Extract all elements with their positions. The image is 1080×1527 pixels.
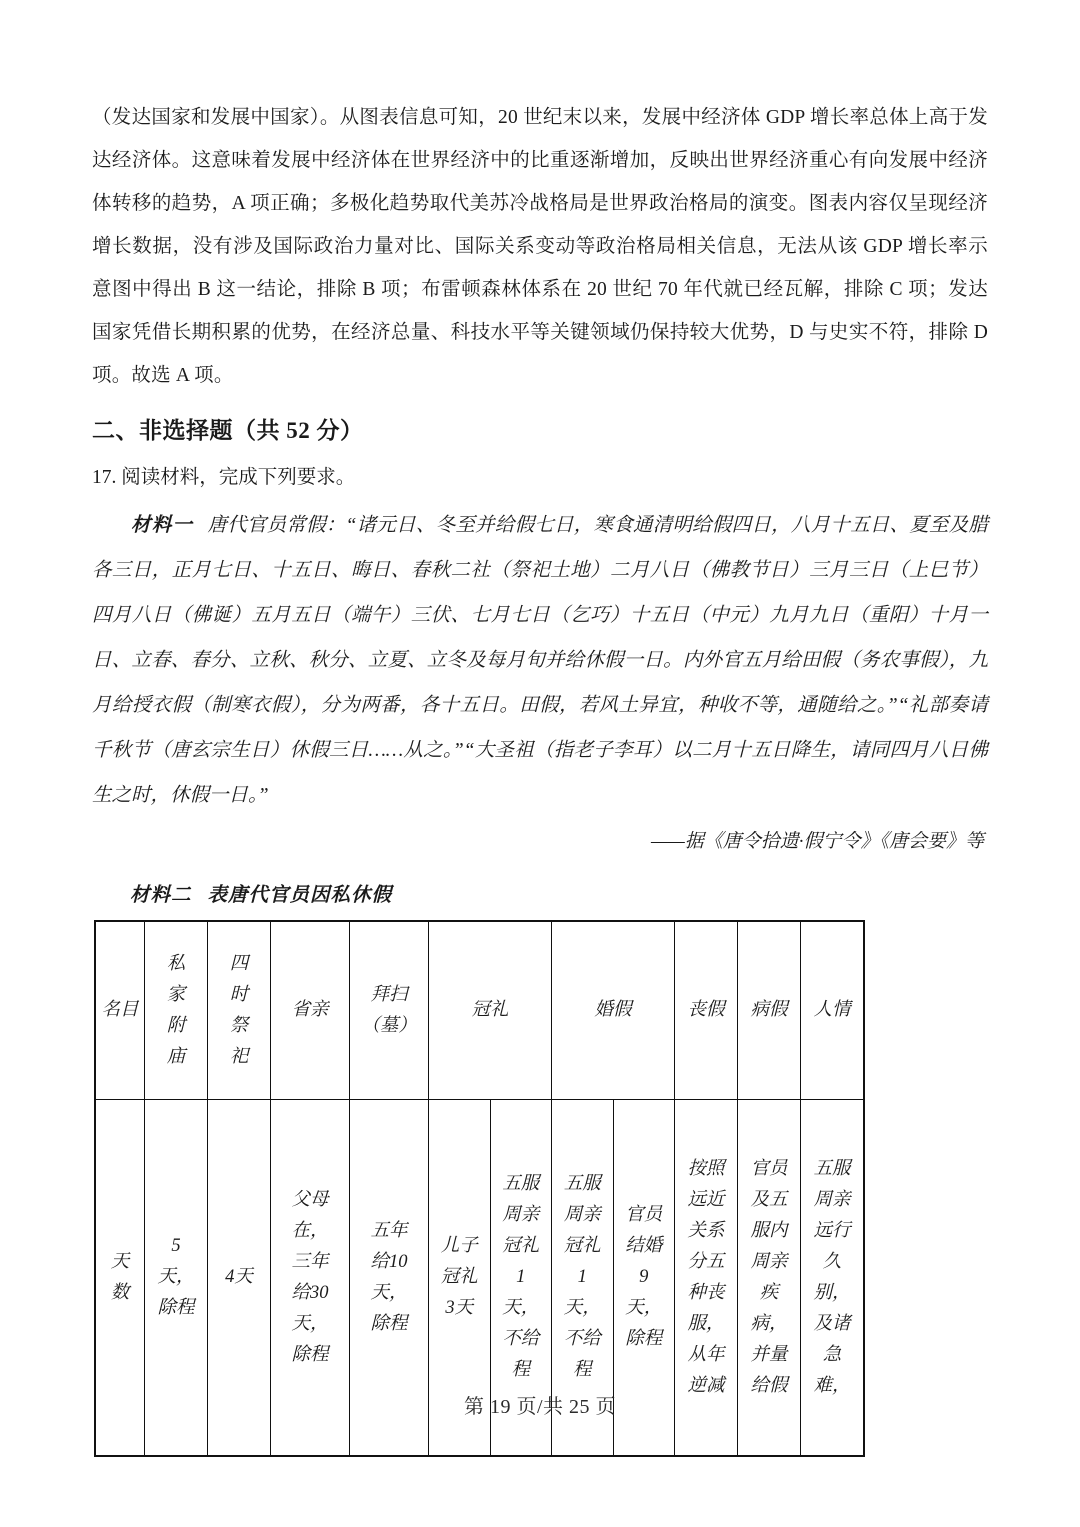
table-header-cell-label: 丧假 — [687, 1000, 725, 1020]
table-header-cell — [801, 921, 865, 1100]
explanation-paragraph: （发达国家和发展中国家）。从图表信息可知，20 世纪末以来，发展中经济体 GDP 增长率总体上高于发达经济体。这意味着发展中经济体在世界经济中的比重逐渐增加，反映出世界经济重心有向发展中经济体转移的趋势，A 项正确；多极化趋势取代美苏冷战格局是世界政治格局的演变。图表内容仅呈现经济增长数据，没有涉及国际政治力量对比、国际关系变动等政治格局相关信息，无法从该 GDP 增长率示意图中得出 B 这一结论，排除 B 项；布雷顿森林体系在 20 世纪 70 年代就已经瓦解，排除 C 项；发达国家凭借长期积累的优势，在经济总量、科技水平等关键领域仍保持较大优势，D 与史实不符，排除 D 项。故选 A 项。 — [92, 107, 988, 386]
table-header-cell-label: 婚假 — [594, 1000, 632, 1020]
table-header-cell — [271, 921, 350, 1100]
table-data-cell-text: 按照远近关系分五种丧服，从年逆减 — [687, 1158, 725, 1396]
table-data-cell-text: 官员及五服内周亲疾病，并量给假 — [750, 1158, 788, 1396]
table-header-cell-label: 名目 — [101, 1000, 139, 1020]
table-data-cell-text: 5天，除程 — [157, 1236, 195, 1318]
table-data-cell-text: 五服周亲冠礼1天，不给程 — [563, 1174, 601, 1380]
table-header-cell-label: 病假 — [750, 1000, 788, 1020]
table-header-cell — [429, 921, 552, 1100]
table-data-cell-text: 五服周亲远行久别，及诸急难， — [813, 1158, 851, 1396]
material-one-label: 材料一 — [131, 515, 194, 536]
material-one-body: 唐代官员常假：“诸元日、冬至并给假七日，寒食通清明给假四日，八月十五日、夏至及腊各三日，正月七日、十五日、晦日、春秋二社（祭祀土地）二月八日（佛教节日）三月三日（上巳节）四月八日（佛诞）五月五日（端午）三伏、七月七日（乞巧）十五日（中元）九月九日（重阳）十月一日、立春、春分、立秋、秋分、立夏、立冬及每月旬并给休假一日。内外官五月给田假（务农事假），九月给授衣假（制寒衣假），分为两番，各十五日。田假，若风土异宜，种收不等，通随给之。”“礼部奏请千秋节（唐玄宗生日）休假三日……从之。”“大圣祖（指老子李耳）以二月十五日降生，请同四月八日佛生之时，休假一日。” — [92, 515, 988, 806]
table-data-cell-text: 父母在，三年给30天，除程 — [291, 1189, 329, 1365]
material-two-title — [92, 876, 988, 916]
material-two-label: 材料二 — [130, 885, 192, 906]
material-one-source: ——据《唐令拾遗·假宁令》《唐会要》等 — [650, 831, 984, 852]
table-header-cell-label: 拜扫（墓） — [361, 984, 417, 1036]
holiday-table — [94, 920, 865, 1457]
section-heading: 二、非选择题（共 52 分） — [92, 418, 364, 443]
table-data-cell-text: 儿子冠礼3天 — [440, 1236, 478, 1318]
table-header-cell — [552, 921, 675, 1100]
table-header-cell — [145, 921, 208, 1100]
table-header-cell — [675, 921, 738, 1100]
table-header-cell-label: 人情 — [813, 1000, 851, 1020]
question-text: 阅读材料，完成下列要求。 — [121, 467, 356, 488]
table-header-cell-label: 省亲 — [291, 1000, 329, 1020]
table-header-cell — [208, 921, 271, 1100]
table-header-cell — [350, 921, 429, 1100]
table-header-cell-label: 四时祭祀 — [229, 953, 249, 1067]
table-data-cell-text: 官员结婚9天，除程 — [625, 1205, 663, 1349]
table-header-cell-label: 私家附庙 — [166, 953, 186, 1067]
page-footer: 第 19 页/共 25 页 — [463, 1396, 617, 1418]
question-number: 17. — [92, 467, 117, 488]
table-header-row — [95, 921, 864, 1100]
table-header-cell — [738, 921, 801, 1100]
material-two-table-caption: 表唐代官员因私休假 — [207, 885, 393, 906]
holiday-table-wrapper — [92, 920, 988, 1457]
table-data-cell-text: 五服周亲冠礼1天，不给程 — [502, 1174, 540, 1380]
page-content — [92, 96, 988, 1457]
table-header-cell-label: 冠礼 — [471, 1000, 509, 1020]
question-17-line — [92, 457, 988, 499]
table-header-cell — [95, 921, 145, 1100]
table-data-cell-text: 4天 — [225, 1267, 253, 1287]
table-data-cell-text: 五年给10天，除程 — [370, 1220, 408, 1334]
table-row-label-text: 天数 — [110, 1251, 130, 1303]
holiday-table-body — [95, 921, 864, 1456]
material-one — [92, 503, 988, 818]
